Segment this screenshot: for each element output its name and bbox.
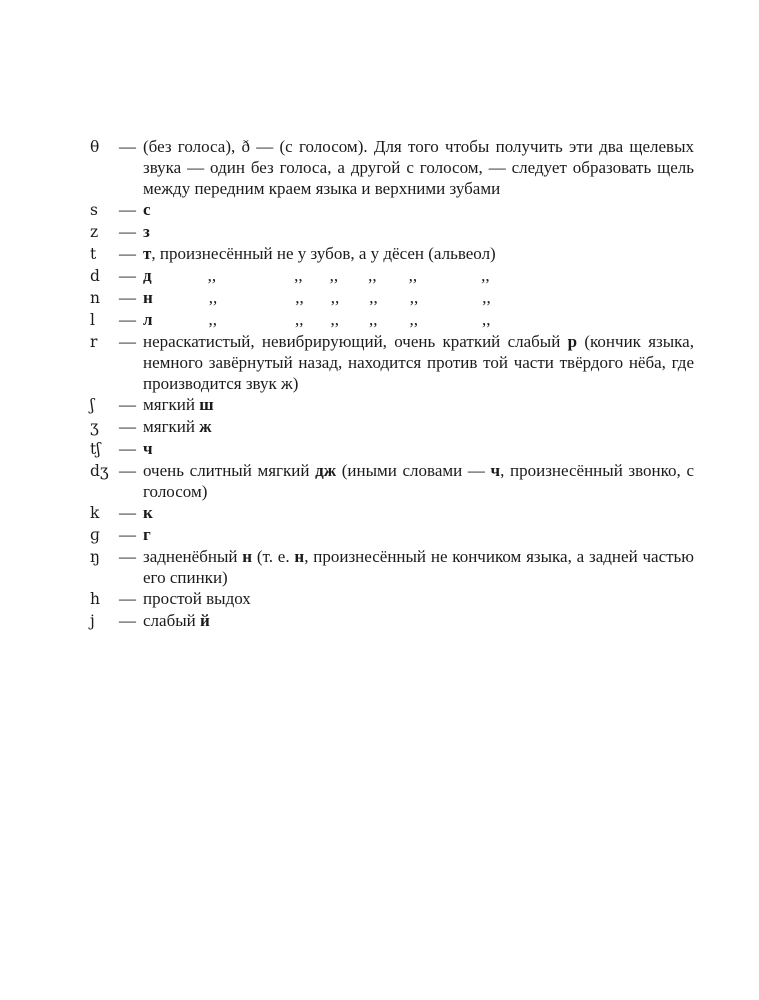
description-segment: , произнесённый не кончиком языка, а задней частью его спинки) — [143, 547, 695, 587]
phonetic-symbol: z — [90, 223, 99, 241]
ditto-mark: ,, — [368, 266, 377, 285]
ditto-mark: ,, — [330, 288, 340, 307]
ditto-mark: ,, — [329, 266, 339, 285]
sound-letter: з — [143, 222, 150, 241]
pronunciation-entry — [90, 438, 694, 460]
phonetic-symbol: ŋ — [90, 548, 100, 566]
sound-letter: ч — [490, 461, 501, 480]
sound-letter: с — [143, 200, 151, 219]
description-segment: очень слитный мягкий — [143, 461, 316, 480]
pronunciation-entry — [90, 287, 694, 309]
pronunciation-entry — [90, 331, 694, 394]
pronunciation-entry — [90, 265, 694, 287]
dash-separator: — — [119, 611, 136, 630]
entry-description — [143, 309, 694, 330]
ditto-mark: ,, — [208, 288, 218, 307]
phonetic-symbol: h — [90, 590, 100, 608]
entry-description — [143, 610, 694, 631]
pronunciation-entry — [90, 416, 694, 438]
ditto-mark: ,, — [369, 288, 378, 307]
phonetic-symbol: ʃ — [90, 396, 95, 414]
pronunciation-key-list — [90, 136, 694, 632]
phonetic-symbol: s — [90, 201, 98, 219]
phonetic-symbol: tʃ — [90, 440, 101, 458]
phonetic-symbol: ɡ — [90, 526, 100, 544]
entry-description — [143, 199, 694, 220]
entry-description — [143, 136, 694, 199]
ditto-mark: ,, — [409, 310, 419, 329]
dash-separator: — — [119, 589, 136, 608]
phonetic-symbol: t — [90, 245, 97, 263]
sound-letter: н — [143, 288, 153, 307]
dash-separator: — — [119, 439, 136, 458]
sound-letter: дж — [315, 461, 337, 480]
pronunciation-entry — [90, 243, 694, 265]
description-segment: (иными словами — — [336, 461, 491, 480]
sound-letter: л — [143, 310, 153, 329]
phonetic-symbol: dʒ — [90, 462, 109, 480]
ditto-mark: ,, — [409, 288, 419, 307]
description-segment: простой выдох — [143, 589, 251, 608]
ditto-mark: ,, — [330, 310, 340, 329]
ditto-mark: ,, — [482, 288, 491, 307]
description-segment: (т. е. — [252, 547, 295, 566]
entry-description — [143, 221, 694, 242]
sound-letter: р — [567, 332, 578, 351]
phonetic-symbol: l — [90, 311, 95, 329]
ditto-mark: ,, — [295, 288, 304, 307]
sound-letter: ч — [143, 439, 153, 458]
description-segment: мягкий — [143, 417, 200, 436]
dash-separator: — — [119, 288, 136, 307]
description-segment: (без голоса), ð — (с голосом). Для того чтобы получить эти два щелевых звука — один без голоса, а другой с голосом, — следует образовать щель между передним краем языка и верхними зубами — [143, 137, 694, 198]
entry-description — [143, 524, 694, 545]
ditto-mark: ,, — [294, 266, 303, 285]
dash-separator: — — [119, 310, 136, 329]
phonetic-symbol: d — [90, 267, 100, 285]
dash-separator: — — [119, 417, 136, 436]
phonetic-symbol: k — [90, 504, 100, 522]
description-segment: нераскатистый, невибрирующий, очень краткий слабый — [143, 332, 568, 351]
dash-separator: — — [119, 200, 136, 219]
ditto-mark: ,, — [482, 310, 491, 329]
dash-separator: — — [119, 503, 136, 522]
pronunciation-entry — [90, 394, 694, 416]
phonetic-symbol: n — [90, 289, 100, 307]
dash-separator: — — [119, 137, 136, 156]
pronunciation-entry — [90, 221, 694, 243]
dash-separator: — — [119, 222, 136, 241]
sound-letter: н — [294, 547, 305, 566]
ditto-mark: ,, — [481, 266, 490, 285]
sound-letter: н — [242, 547, 253, 566]
ditto-mark: ,, — [207, 266, 217, 285]
sound-letter: к — [143, 503, 153, 522]
description-segment: слабый — [143, 611, 200, 630]
description-segment: задненёбный — [143, 547, 243, 566]
entry-description — [143, 438, 694, 459]
dash-separator: — — [119, 461, 136, 480]
pronunciation-entry — [90, 502, 694, 524]
dash-separator: — — [119, 332, 136, 351]
sound-letter: ж — [199, 417, 212, 436]
pronunciation-entry — [90, 546, 694, 588]
phonetic-symbol: ʒ — [90, 418, 99, 436]
sound-letter: т — [143, 244, 152, 263]
pronunciation-entry — [90, 460, 694, 502]
entry-description — [143, 460, 694, 502]
ditto-mark: ,, — [369, 310, 378, 329]
description-segment: мягкий — [143, 395, 200, 414]
pronunciation-entry — [90, 588, 694, 610]
entry-description — [143, 243, 694, 264]
ditto-mark: ,, — [208, 310, 218, 329]
phonetic-symbol: j — [90, 612, 95, 630]
entry-description — [143, 265, 694, 286]
phonetic-symbol: r — [90, 333, 98, 351]
dash-separator: — — [119, 525, 136, 544]
pronunciation-entry — [90, 524, 694, 546]
entry-description — [143, 394, 694, 415]
pronunciation-entry — [90, 610, 694, 632]
sound-letter: й — [200, 611, 210, 630]
sound-letter: г — [143, 525, 151, 544]
entry-description — [143, 502, 694, 523]
description-segment: , произнесённый звонко, с голосом) — [143, 461, 694, 501]
dash-separator: — — [119, 266, 136, 285]
entry-description — [143, 546, 694, 588]
entry-description — [143, 416, 694, 437]
entry-description — [143, 588, 694, 609]
dash-separator: — — [119, 244, 136, 263]
phonetic-symbol: θ — [90, 138, 100, 156]
sound-letter: д — [143, 266, 152, 285]
description-segment: , произнесённый не у зубов, а у дёсен (альвеол) — [151, 244, 496, 263]
dash-separator: — — [119, 395, 136, 414]
dash-separator: — — [119, 547, 136, 566]
ditto-mark: ,, — [295, 310, 304, 329]
ditto-mark: ,, — [408, 266, 418, 285]
pronunciation-entry — [90, 136, 694, 199]
description-segment: (кончик языка, немного завёрнутый назад, находится против той части твёрдого нёба, где производится звук ж) — [143, 332, 694, 393]
sound-letter: ш — [199, 395, 214, 414]
entry-description — [143, 287, 694, 308]
entry-description — [143, 331, 694, 394]
pronunciation-entry — [90, 309, 694, 331]
pronunciation-entry — [90, 199, 694, 221]
